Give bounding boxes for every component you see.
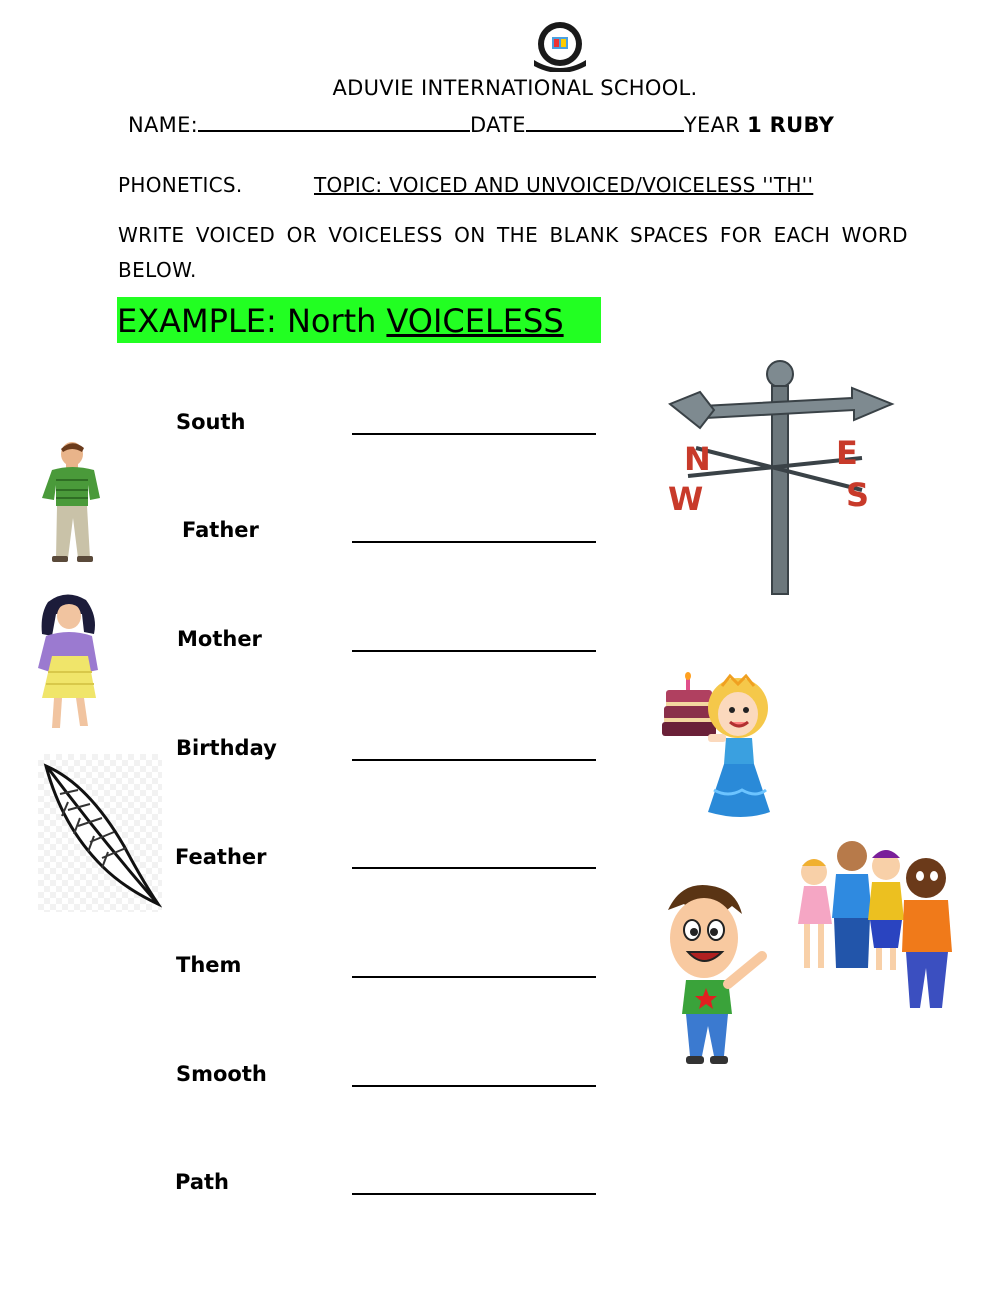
word-path: Path bbox=[175, 1170, 229, 1194]
date-blank[interactable] bbox=[526, 108, 684, 132]
weathervane-letter-n: N bbox=[684, 440, 711, 478]
blank-smooth[interactable] bbox=[352, 1085, 596, 1087]
father-illustration bbox=[30, 440, 115, 565]
word-father: Father bbox=[182, 518, 259, 542]
feather-illustration bbox=[38, 754, 162, 912]
word-them: Them bbox=[176, 953, 242, 977]
topic-title: TOPIC: VOICED AND UNVOICED/VOICELESS ''TH'' bbox=[314, 173, 814, 197]
date-label: DATE bbox=[470, 113, 526, 137]
instructions: WRITE VOICED OR VOICELESS ON THE BLANK SPACES FOR EACH WORD BELOW. bbox=[118, 223, 908, 282]
name-label: NAME: bbox=[128, 113, 199, 137]
birthday-girl-illustration bbox=[662, 672, 774, 822]
word-mother: Mother bbox=[177, 627, 262, 651]
word-birthday: Birthday bbox=[176, 736, 277, 760]
weathervane-illustration bbox=[666, 358, 896, 598]
example-prefix: EXAMPLE: North bbox=[117, 302, 377, 340]
year-label: YEAR bbox=[683, 113, 748, 137]
student-info-row bbox=[128, 108, 834, 137]
weathervane-letter-s: S bbox=[846, 476, 870, 514]
word-smooth: Smooth bbox=[176, 1062, 267, 1086]
example-answer: VOICELESS bbox=[386, 302, 564, 340]
boy-pointing-illustration bbox=[662, 880, 774, 1070]
blank-south[interactable] bbox=[352, 433, 596, 435]
weathervane-letter-w: W bbox=[668, 480, 704, 518]
children-group-illustration bbox=[792, 828, 958, 1020]
blank-birthday[interactable] bbox=[352, 759, 596, 761]
year-value: 1 RUBY bbox=[747, 113, 835, 137]
blank-father[interactable] bbox=[352, 541, 596, 543]
name-blank[interactable] bbox=[198, 108, 470, 132]
mother-illustration bbox=[32, 592, 104, 732]
blank-path[interactable] bbox=[352, 1193, 596, 1195]
school-name: ADUVIE INTERNATIONAL SCHOOL. bbox=[332, 76, 698, 100]
word-feather: Feather bbox=[175, 845, 267, 869]
word-south: South bbox=[176, 410, 246, 434]
school-logo bbox=[528, 20, 592, 72]
subject-label: PHONETICS. bbox=[118, 173, 243, 197]
example-box bbox=[117, 297, 601, 343]
blank-mother[interactable] bbox=[352, 650, 596, 652]
blank-them[interactable] bbox=[352, 976, 596, 978]
blank-feather[interactable] bbox=[352, 867, 596, 869]
weathervane-letter-e: E bbox=[836, 434, 858, 472]
